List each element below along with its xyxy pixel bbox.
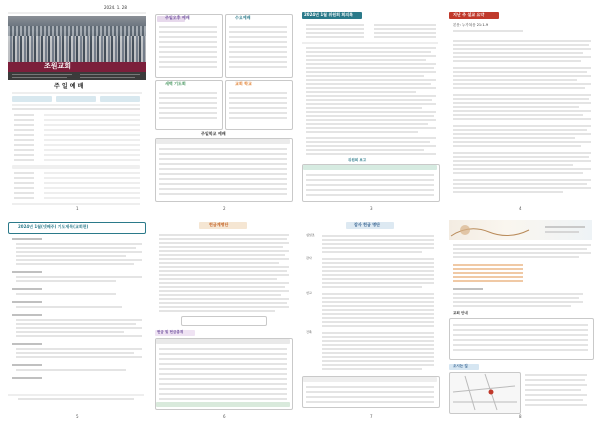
bulletin-page-7 [298,216,444,422]
prayer-title: 2024년 1월(넷째주) 기도제목(교회편) [18,224,89,229]
bulletin-page-6 [151,216,297,422]
church-name: 조원교회 [44,62,72,70]
bulletin-page-5 [4,216,150,422]
map-title: 오시는 길 [453,364,468,368]
section-title: 주일오후 예배 [165,15,190,20]
section-title: 수요예배 [235,15,251,20]
section-box [225,80,293,130]
section-box [155,80,223,130]
page-number: 3 [370,206,373,211]
worship-title: 주 일 예 배 [54,83,84,90]
section-title: 새벽 기도회 [165,81,186,86]
page-number: 5 [76,414,79,419]
offering-list-title: 헌금계명단 [209,222,229,227]
offering-category: 선교 [306,291,312,295]
page-number: 7 [370,414,373,419]
offering-category: 건축 [306,330,312,334]
offering-category: 십일조 [306,233,315,237]
sermon-summary-title: 지난 주 설교 요약 [453,12,485,17]
sermon-scripture: 본문: 누가복음 21:1-9 [453,23,489,27]
offering-category: 감사 [306,256,312,260]
section-title: 교회 학교 [235,81,252,86]
bulletin-page-2 [151,4,297,211]
choir-photo [8,16,146,62]
header-date: 2024. 1. 28 [104,5,127,10]
page-number: 6 [223,414,226,419]
church-name-band [8,62,146,72]
church-guide-title: 교회 안내 [453,311,468,315]
offering-table-title: 헌금 및 헌금총계 [157,330,184,334]
page-number: 4 [519,206,522,211]
bulletin-page-1 [4,4,150,211]
committee-table-title: 위원회 보고 [348,158,367,162]
bulletin-page-4 [445,4,596,211]
page-number: 2 [223,206,226,211]
bulletin-page-8 [445,216,596,422]
bulletin-page-3 [298,4,444,211]
page-number: 8 [519,414,522,419]
minutes-title: 2024년 1월 위원회 회의록 [304,12,354,17]
page-number: 1 [76,206,79,211]
thanks-offering-title: 감사 헌금 명단 [354,222,380,227]
section-title: 주일학교 예배 [201,131,226,136]
